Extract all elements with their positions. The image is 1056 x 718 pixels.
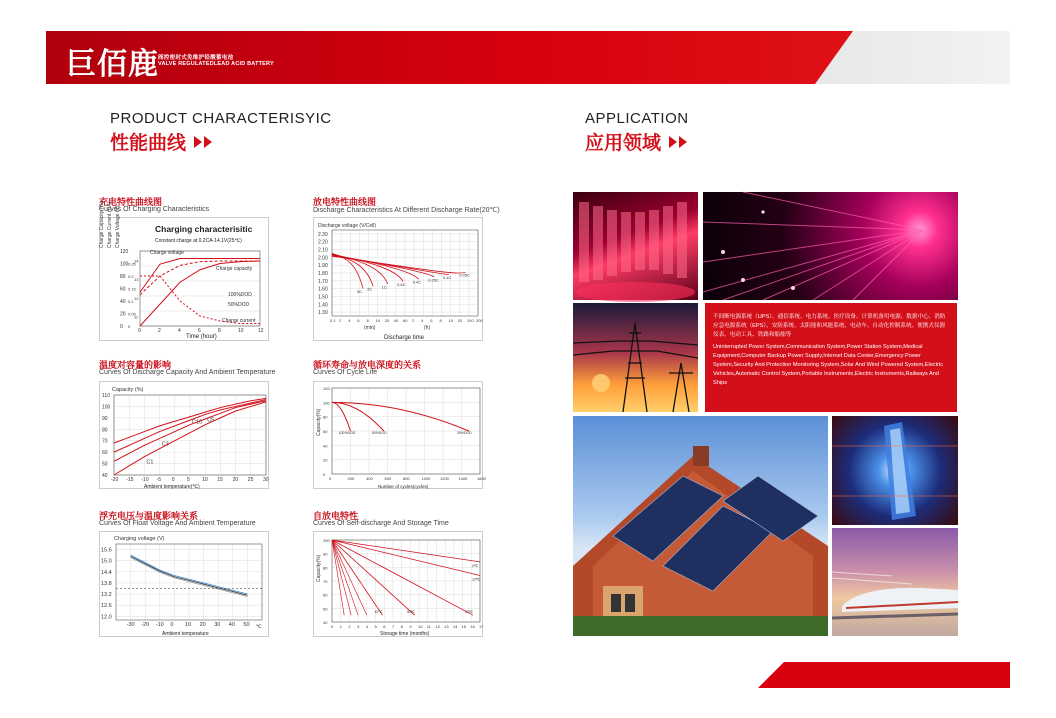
chart6-xtick: 16	[470, 624, 475, 629]
chart3-series-label: C3	[161, 441, 169, 448]
chart3-ytick: 60	[102, 450, 108, 457]
chart2-title-en: Discharge Characteristics At Different Discharge Rate(20℃)	[313, 207, 500, 214]
chart1-xtick: 12	[258, 328, 264, 334]
chart6-ylabel: Capacity(%)	[316, 554, 322, 582]
chart6-ytick: 80	[323, 565, 328, 571]
chart4-title-en: Curves Of Cycle Life	[313, 369, 378, 376]
chart2-xtick: 60	[403, 318, 408, 323]
chart1-subtitle: Constant charge at 0.2CA-14.1V(25℃)	[155, 238, 242, 244]
chart2-xtick: 10	[448, 318, 454, 323]
chart6-xtick: 1	[339, 624, 342, 629]
chart1-ytick-current: 0.15	[128, 286, 136, 292]
chart6-series-label: 30℃	[406, 610, 415, 615]
chart6-xtick: 14	[452, 624, 458, 629]
chart2-discharge	[313, 217, 483, 341]
chart3-temperature-capacity	[99, 381, 269, 489]
chart2-xtick: 6	[430, 318, 433, 323]
chart6-xtick: 15	[461, 624, 467, 629]
chart1-series-3	[140, 276, 260, 324]
chart1-series-0	[140, 259, 260, 293]
section-title-en-left: PRODUCT CHARACTERISYIC	[110, 110, 332, 127]
chart1-xtick: 4	[178, 328, 181, 334]
chart1-legend-current: Charge current	[222, 318, 256, 324]
chart2-ytick: 2.00	[318, 255, 328, 262]
chart5-xtick: 10	[185, 622, 192, 628]
chart1-xtick: 0	[138, 328, 141, 334]
double-chevron-right-icon	[667, 135, 691, 149]
chart4-xtick: 0	[329, 476, 332, 481]
chart5-xlabel: Ambient temperature	[162, 631, 209, 637]
chart1-ytick-current: 0.25	[128, 261, 136, 267]
chart1-ytick-voltage: 11	[134, 314, 139, 320]
chart2-xtick: 0.1	[330, 318, 336, 323]
chart1-title-cn: 充电特性曲线图	[99, 197, 163, 207]
chart6-xtick: 12	[435, 624, 440, 629]
chart1-ytick-capacity: 100	[120, 261, 129, 268]
chart1-ytick-voltage: 12	[134, 295, 139, 301]
chart4-series	[332, 402, 472, 435]
chart1-ytick-current: 0.1	[128, 299, 134, 304]
chart3-series-label: C5	[207, 417, 215, 424]
application-text-box	[705, 303, 957, 412]
chart6-xtick: 8	[400, 624, 403, 629]
chart2-ytick: 1.50	[318, 294, 328, 301]
chart2-ytick: 2.30	[318, 231, 328, 238]
chart4-xtick: 800	[403, 476, 410, 481]
chart4-ytick: 120	[323, 386, 330, 391]
chart6-ytick: 90	[323, 551, 328, 557]
chart5-ytick: 13.8	[101, 580, 112, 587]
chart4-ylabel: Capacity(%)	[316, 408, 322, 436]
chart2-ytick: 1.70	[318, 278, 328, 285]
chart5-ticks	[101, 548, 250, 628]
chart3-xtick: 0	[171, 477, 175, 483]
chart4-title-cn: 循环寿命与放电深度的关系	[313, 360, 422, 370]
chart3-ytick: 50	[102, 461, 108, 468]
chart1-ytick-capacity: 20	[120, 311, 126, 318]
chart1-ytick-current: 0	[128, 324, 131, 329]
chart3-ytick: 100	[102, 404, 111, 411]
chart6-xtick: 6	[383, 624, 386, 629]
chart1-ylabel2: Charge Current (CA)	[107, 201, 113, 248]
chart2-h-label: (h)	[424, 325, 431, 331]
chart4-xtick: 1600	[477, 476, 486, 481]
chart2-xtick: 2	[339, 318, 342, 323]
chart6-ytick: 100	[323, 538, 330, 543]
chart1-legend-50dod: 50%DOD	[228, 302, 250, 308]
chart6-extra-series	[332, 540, 358, 615]
chart4-series-label: 30%DOD	[456, 430, 472, 435]
chart5-ytick: 15.6	[101, 547, 112, 554]
chart5-unit: ℃	[256, 624, 262, 630]
chart2-xlabel: Discharge time	[384, 335, 425, 341]
chart5-ytick: 12.0	[101, 614, 112, 621]
chart2-ytick: 1.60	[318, 286, 328, 293]
chart6-xtick: 10	[418, 624, 423, 629]
chart2-xtick: 4	[421, 318, 424, 323]
chart2-xtick: 2	[412, 318, 415, 323]
chart6-series-1	[332, 540, 480, 576]
chart2-series-label: 0.4C	[412, 279, 422, 285]
chart5-ylabel: Charging voltage (V)	[114, 536, 165, 542]
chart4-ytick: 60	[323, 429, 328, 434]
chart2-series-label: 0.25C	[428, 277, 439, 283]
chart1-xtick: 8	[218, 328, 221, 334]
chart3-xtick: -5	[156, 477, 162, 483]
chart2-series-label: 0.6C	[397, 282, 406, 288]
chart1-ylabel3: Charge Voltage (V)	[115, 205, 121, 248]
chart4-xtick: 1200	[440, 476, 449, 481]
chart1-ytick-capacity: 40	[120, 299, 126, 305]
chart1-ytick-capacity: 60	[120, 286, 126, 293]
chart3-ytick: 90	[102, 415, 108, 422]
chart4-ytick: 40	[323, 443, 328, 449]
section-title-left	[110, 128, 216, 155]
chart4-ytick: 0	[323, 472, 326, 477]
photo-data-center	[573, 192, 698, 300]
chart2-series-label: 0.05C	[459, 272, 470, 278]
chart4-series-label: 100%DOD	[338, 430, 356, 435]
chart3-xlabel: Ambient temperature(℃)	[144, 484, 200, 490]
chart3-xtick: -15	[126, 477, 134, 483]
brand-logo: 巨佰鹿	[66, 48, 159, 81]
photo-high-speed-train	[832, 528, 958, 636]
chart4-series-label: 50%DOD	[371, 430, 387, 435]
footer-red-band	[758, 662, 1010, 688]
chart3-ytick: 110	[102, 393, 110, 399]
chart6-extra-series	[332, 540, 344, 615]
application-text-en: Uninterrupted Power System,Communication System,Power Station System,Medical Equipment,Computer Backup Power Supply,Internet Data Center,Emergency Power System,Security And Protection Monitoring System,Solar And Wind Powered System,Electric Vehicles,Automatic Control System,Portable Instruments,Electric Instruments,Railways And Ships	[713, 343, 944, 387]
chart6-ytick: 40	[323, 620, 328, 625]
chart4-ytick: 20	[323, 457, 328, 463]
brand-subtitle-en: VALVE REGULATEDLEAD ACID BATTERY	[158, 61, 274, 67]
chart5-xtick: 50	[243, 622, 250, 628]
chart2-inner-title: Discharge voltage (V/Cell)	[318, 223, 377, 229]
chart6-extra-series	[332, 540, 351, 615]
chart6-xlabel: Storage time (months)	[380, 631, 430, 637]
chart2-xtick: 100	[466, 318, 474, 323]
section-title-en-right: APPLICATION	[585, 110, 689, 127]
chart4-ytick: 80	[323, 414, 328, 420]
chart2-ytick: 1.90	[318, 263, 328, 270]
chart1-ytick-capacity: 120	[120, 249, 129, 255]
chart6-xtick: 0	[331, 624, 334, 629]
chart6-ytick: 60	[323, 592, 328, 598]
chart1-ytick-current: 0.05	[128, 311, 136, 317]
chart2-xtick: 20	[384, 318, 390, 323]
chart4-xtick: 600	[384, 476, 392, 481]
chart4-cycle-life	[313, 381, 486, 489]
chart1-ytick-capacity: 0	[120, 324, 123, 330]
chart1-legend-100dod: 100%DOD	[228, 292, 252, 298]
chart1-xtick: 10	[238, 328, 244, 334]
chart3-xtick: 30	[263, 477, 269, 483]
chart3-ylabel: Capacity (%)	[112, 387, 144, 393]
chart3-series-label: C1	[146, 459, 154, 466]
chart6-xtick: 9	[409, 624, 412, 629]
chart6-series-label: 20℃	[465, 610, 473, 615]
chart6-title-en: Curves Of Self-discharge And Storage Time	[313, 520, 449, 527]
chart2-xtick: 4	[348, 318, 351, 323]
chart6-xtick: 3	[357, 624, 360, 629]
chart6-ytick: 50	[323, 606, 328, 612]
chart6-xtick: 5	[374, 624, 377, 629]
section-title-cn-right: 应用领域	[585, 133, 662, 154]
chart2-series-label: 3C	[357, 289, 363, 295]
chart5-xtick: 0	[170, 622, 174, 628]
chart4-ytick: 100	[323, 400, 330, 406]
chart4-xtick: 1400	[458, 476, 468, 481]
chart1-title-en: Curves Of Charging Characteristics	[99, 206, 210, 213]
chart6-xtick: 7	[391, 624, 395, 629]
chart5-float-voltage	[99, 531, 269, 637]
chart2-series-label: 2C	[367, 286, 373, 292]
chart1-ytick-voltage: 14	[134, 258, 139, 264]
chart5-ytick: 12.6	[101, 603, 112, 610]
chart3-series-label: C10	[192, 419, 203, 426]
chart2-ytick: 2.10	[318, 247, 328, 254]
chart1-legend-voltage: Charge voltage	[150, 250, 184, 256]
chart3-ytick: 40	[102, 473, 108, 479]
chart3-ytick: 70	[102, 438, 108, 445]
chart3-xtick: -10	[141, 477, 149, 483]
chart1-ytick-voltage: 13	[134, 277, 139, 283]
chart2-series-label: 1C	[381, 284, 387, 290]
chart2-xtick: 8	[366, 318, 369, 323]
chart6-xtick: 17	[479, 624, 484, 629]
chart1-legend-capacity: Charge capacity	[216, 266, 253, 272]
chart5-xtick: 40	[228, 622, 235, 628]
chart6-self-discharge	[313, 531, 483, 637]
photo-solar-house	[573, 416, 828, 636]
chart6-series-label: 0℃	[472, 563, 478, 568]
chart1-grid	[140, 251, 260, 326]
chart2-xtick: 20	[457, 318, 463, 323]
chart3-xtick: 5	[187, 477, 190, 483]
chart1-xtick: 6	[198, 328, 201, 334]
photo-power-tower	[573, 303, 698, 412]
chart5-xtick: 30	[214, 622, 221, 628]
chart3-xtick: 15	[217, 477, 223, 483]
chart5-ytick: 14.4	[101, 569, 112, 576]
chart5-title-en: Curves Of Float Voltage And Ambient Temperature	[99, 520, 256, 527]
section-title-right	[585, 128, 691, 155]
chart2-xtick: 40	[393, 318, 399, 323]
chart6-series	[332, 540, 481, 615]
chart3-ytick: 80	[102, 427, 108, 434]
chart2-min-label: (min)	[364, 325, 376, 331]
brand-subtitle-cn: 阀控密封式免维护铅酸蓄电池	[158, 55, 234, 61]
chart4-xtick: 200	[347, 476, 355, 481]
chart2-series-label: 0.1C	[442, 275, 452, 280]
chart5-ytick: 15.0	[101, 558, 112, 565]
chart1-inner-title: Charging characterisitic	[155, 224, 253, 234]
chart6-series-0	[332, 540, 480, 562]
chart5-xtick: -30	[126, 622, 135, 628]
chart5-xtick: 20	[199, 622, 206, 628]
chart3-title-en: Curves Of Discharge Capacity And Ambient Temperature	[99, 369, 276, 376]
chart6-xtick: 11	[426, 624, 431, 629]
chart4-xtick: 1000	[421, 476, 431, 481]
chart6-xtick: 13	[444, 624, 449, 629]
chart6-series-label: 40℃	[374, 610, 383, 615]
chart6-series-label: 10℃	[472, 577, 480, 582]
chart6-title-cn: 自放电特性	[313, 511, 359, 521]
chart2-ytick: 1.40	[318, 302, 328, 309]
chart2-xtick: 200	[476, 318, 483, 323]
chart2-ytick: 1.80	[318, 271, 328, 277]
chart3-xtick: -20	[111, 477, 119, 483]
chart4-xlabel: Number of cycles(cycles)	[378, 484, 429, 489]
chart3-title-cn: 温度对容量的影响	[99, 360, 172, 370]
chart1-ytick-current: 0.2	[128, 274, 134, 279]
photo-fiber-optic	[703, 192, 958, 300]
section-title-cn-left: 性能曲线	[110, 133, 187, 154]
chart1-ytick-capacity: 80	[120, 274, 126, 280]
chart3-xtick: 25	[247, 477, 254, 483]
chart6-xtick: 4	[365, 624, 369, 629]
application-text-cn: 不间断电源系统（UPS）、通信系统、电力系统、医疗设备、计算机备用电源、数据中心、消防应急电源系统（EPS）、安防系统、太阳能和风能系统、电动车、自动化控制系统、便携式仪器仪表、电动工具、铁路和船舶等	[713, 314, 946, 339]
chart3-grid	[114, 395, 266, 475]
chart2-title-cn: 放电特性曲线图	[313, 197, 377, 207]
chart1-xlabel: Time (hour)	[186, 334, 217, 340]
header-banner	[46, 31, 1010, 84]
chart3-xtick: 10	[202, 477, 208, 483]
chart3-xtick: 20	[232, 477, 239, 483]
chart2-ytick: 2.20	[318, 239, 328, 246]
chart2-ytick: 1.30	[318, 310, 328, 317]
chart5-xtick: -20	[141, 622, 150, 628]
chart5-title-cn: 浮充电压与温度影响关系	[99, 511, 199, 521]
chart6-series-4	[332, 540, 382, 615]
photo-battery-tech	[832, 416, 958, 525]
chart1-xtick: 2	[158, 328, 161, 334]
chart6-ytick: 70	[323, 579, 328, 584]
chart6-xtick: 2	[348, 624, 351, 629]
chart1-ylabel1: Charge Capacity (%)	[99, 201, 105, 248]
chart5-xtick: -10	[155, 622, 164, 628]
chart4-xtick: 400	[366, 476, 373, 481]
chart2-series	[332, 253, 470, 294]
chart2-xtick: 6	[357, 318, 360, 323]
double-chevron-right-icon	[192, 135, 216, 149]
chart2-xtick: 8	[439, 318, 442, 323]
chart2-xtick: 10	[375, 318, 381, 323]
chart5-ytick: 13.2	[101, 592, 112, 599]
